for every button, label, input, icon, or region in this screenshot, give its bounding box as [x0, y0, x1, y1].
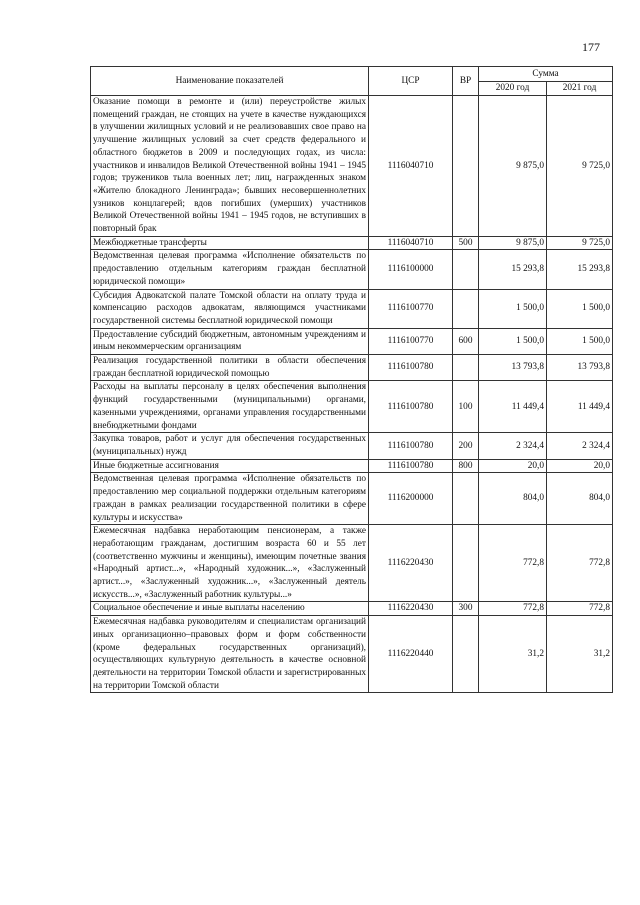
table-row	[91, 616, 613, 693]
table-row	[91, 355, 613, 381]
row-2020-cell: 1 500,0	[479, 289, 547, 328]
table-row	[91, 236, 613, 250]
row-vr-cell	[453, 473, 479, 525]
row-2021-cell: 2 324,4	[547, 433, 613, 459]
row-2020-cell: 2 324,4	[479, 433, 547, 459]
row-name-cell: Ежемесячная надбавка руководителям и специалистам организаций иных организационно–правовых форм и форм собственности (кроме федеральных государственных организаций), осуществляющих культурную деятельность в качестве основной деятельности на территории Томской области и зарегистрированных на территории Томской области	[91, 616, 369, 693]
table-row	[91, 289, 613, 328]
row-2021-cell: 15 293,8	[547, 250, 613, 289]
header-name: Наименование показателей	[91, 67, 369, 96]
row-2021-cell: 13 793,8	[547, 355, 613, 381]
row-csr-cell: 1116100000	[369, 250, 453, 289]
header-csr: ЦСР	[369, 67, 453, 96]
header-year-2021: 2021 год	[547, 82, 613, 96]
row-csr-cell: 1116040710	[369, 96, 453, 237]
table-row	[91, 381, 613, 433]
table-row	[91, 525, 613, 602]
row-2020-cell: 9 875,0	[479, 236, 547, 250]
row-2020-cell: 1 500,0	[479, 328, 547, 354]
row-vr-cell: 300	[453, 602, 479, 616]
row-csr-cell: 1116040710	[369, 236, 453, 250]
row-name-cell: Социальное обеспечение и иные выплаты населению	[91, 602, 369, 616]
row-csr-cell: 1116100780	[369, 381, 453, 433]
row-vr-cell: 800	[453, 459, 479, 473]
row-csr-cell: 1116220430	[369, 525, 453, 602]
header-sum: Сумма	[479, 67, 613, 82]
budget-table	[90, 66, 613, 693]
row-2021-cell: 9 725,0	[547, 236, 613, 250]
row-vr-cell: 500	[453, 236, 479, 250]
row-csr-cell: 1116100770	[369, 289, 453, 328]
row-csr-cell: 1116100780	[369, 459, 453, 473]
row-csr-cell: 1116100780	[369, 355, 453, 381]
row-2021-cell: 772,8	[547, 525, 613, 602]
row-2021-cell: 9 725,0	[547, 96, 613, 237]
row-name-cell: Реализация государственной политики в области обеспечения граждан бесплатной юридической помощью	[91, 355, 369, 381]
row-2020-cell: 11 449,4	[479, 381, 547, 433]
row-2020-cell: 15 293,8	[479, 250, 547, 289]
page-number: 177	[582, 40, 600, 54]
row-name-cell: Ежемесячная надбавка неработающим пенсионерам, а также неработающим гражданам, достигшим возраста 60 и 55 лет (соответственно мужчины и женщины), имеющим почетные звания «Народный артист...», «Народный художник...», «Заслуженный артист...», «Заслуженный художник...», «Заслуженный деятель искусств...», «Заслуженный работник культуры...»	[91, 525, 369, 602]
table-row	[91, 602, 613, 616]
row-2021-cell: 20,0	[547, 459, 613, 473]
table-row	[91, 96, 613, 237]
row-name-cell: Иные бюджетные ассигнования	[91, 459, 369, 473]
row-2020-cell: 9 875,0	[479, 96, 547, 237]
row-vr-cell	[453, 616, 479, 693]
row-2021-cell: 31,2	[547, 616, 613, 693]
row-vr-cell	[453, 525, 479, 602]
table-row	[91, 473, 613, 525]
row-2020-cell: 772,8	[479, 525, 547, 602]
row-2021-cell: 1 500,0	[547, 289, 613, 328]
table-row	[91, 250, 613, 289]
row-name-cell: Ведомственная целевая программа «Исполнение обязательств по предоставлению отдельным категориям граждан бесплатной юридической помощи»	[91, 250, 369, 289]
row-name-cell: Закупка товаров, работ и услуг для обеспечения государственных (муниципальных) нужд	[91, 433, 369, 459]
row-csr-cell: 1116220430	[369, 602, 453, 616]
row-csr-cell: 1116200000	[369, 473, 453, 525]
row-name-cell: Расходы на выплаты персоналу в целях обеспечения выполнения функций государственными (муниципальными) органами, казенными учреждениями, органами управления государственными внебюджетными фондами	[91, 381, 369, 433]
row-2021-cell: 11 449,4	[547, 381, 613, 433]
row-2020-cell: 772,8	[479, 602, 547, 616]
row-2020-cell: 20,0	[479, 459, 547, 473]
row-vr-cell	[453, 250, 479, 289]
row-2020-cell: 13 793,8	[479, 355, 547, 381]
table-row	[91, 459, 613, 473]
row-name-cell: Ведомственная целевая программа «Исполнение обязательств по предоставлению мер социальной поддержки отдельным категориям граждан в рамках реализации государственной политики в сфере культуры и искусства»	[91, 473, 369, 525]
row-2021-cell: 772,8	[547, 602, 613, 616]
row-name-cell: Предоставление субсидий бюджетным, автономным учреждениям и иным некоммерческим организациям	[91, 328, 369, 354]
row-vr-cell: 600	[453, 328, 479, 354]
row-csr-cell: 1116100770	[369, 328, 453, 354]
row-vr-cell: 100	[453, 381, 479, 433]
row-csr-cell: 1116100780	[369, 433, 453, 459]
row-2020-cell: 31,2	[479, 616, 547, 693]
row-2021-cell: 1 500,0	[547, 328, 613, 354]
table-body	[91, 96, 613, 693]
row-csr-cell: 1116220440	[369, 616, 453, 693]
row-name-cell: Субсидия Адвокатской палате Томской области на оплату труда и компенсацию расходов адвокатам, являющимся участниками государственной системы бесплатной юридической помощи	[91, 289, 369, 328]
table-header-row	[91, 67, 613, 82]
header-year-2020: 2020 год	[479, 82, 547, 96]
row-name-cell: Оказание помощи в ремонте и (или) переустройстве жилых помещений граждан, не стоящих на учете в качестве нуждающихся в улучшении жилищных условий и не реализовавших свое право на улучшение жилищных условий за счет средств федерального и областного бюджетов в 2009 и последующих годах, из числа: участников и инвалидов Великой Отечественной войны 1941 – 1945 годов; тружеников тыла военных лет; лиц, награжденных знаком «Жителю блокадного Ленинграда»; бывших несовершеннолетних узников концлагерей; вдов погибших (умерших) участников Великой Отечественной войны 1941 – 1945 годов, не вступивших в повторный брак	[91, 96, 369, 237]
row-vr-cell	[453, 289, 479, 328]
row-name-cell: Межбюджетные трансферты	[91, 236, 369, 250]
table-row	[91, 433, 613, 459]
table-row	[91, 328, 613, 354]
row-vr-cell	[453, 355, 479, 381]
row-2020-cell: 804,0	[479, 473, 547, 525]
header-vr: ВР	[453, 67, 479, 96]
row-vr-cell	[453, 96, 479, 237]
row-2021-cell: 804,0	[547, 473, 613, 525]
row-vr-cell: 200	[453, 433, 479, 459]
